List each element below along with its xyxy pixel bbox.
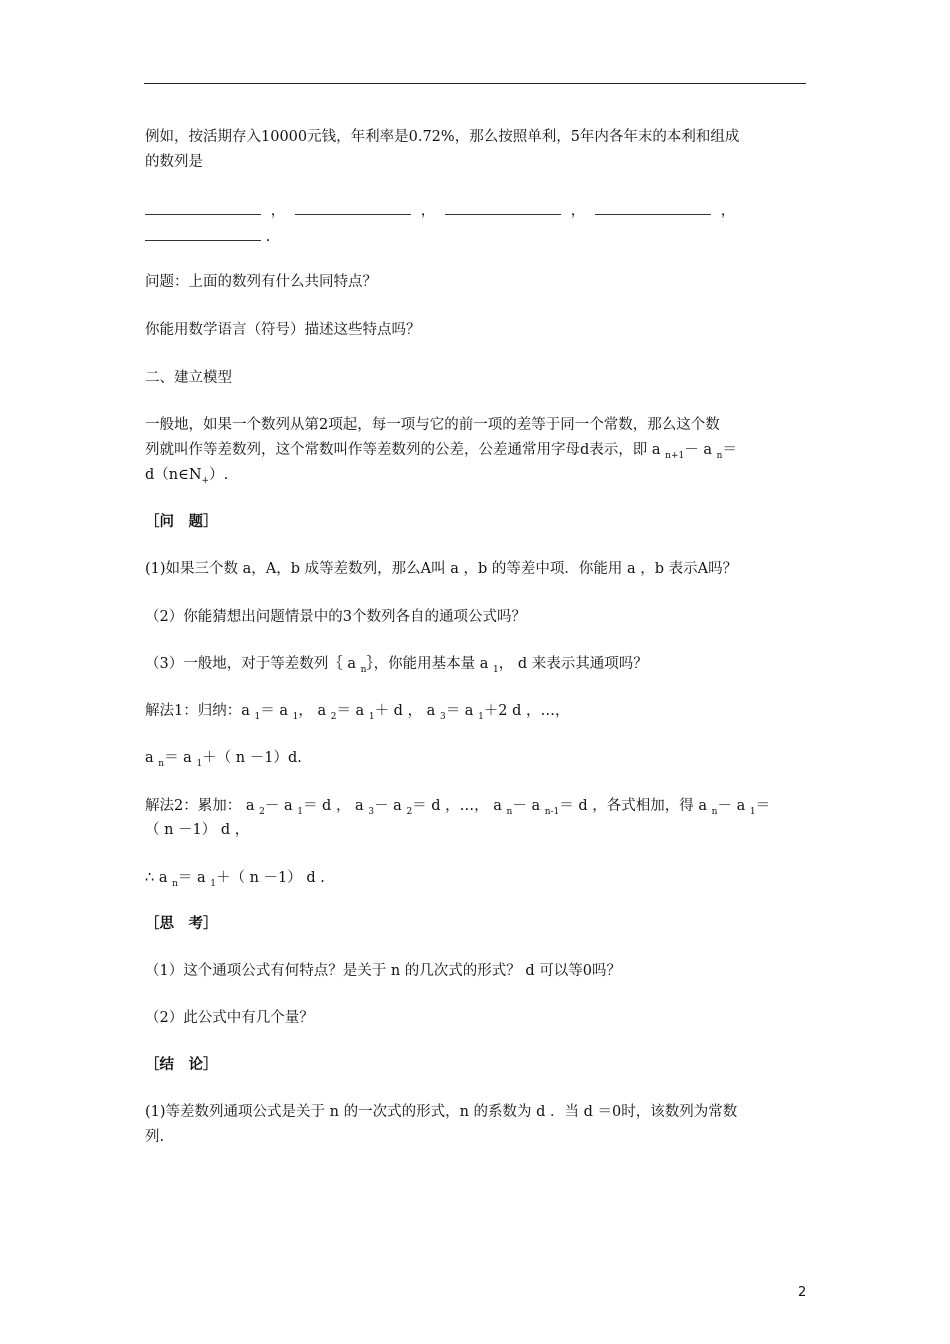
blank-separator: ， — [270, 203, 286, 219]
think-1: （1）这个通项公式有何特点？是关于 n 的几次式的形式？ d 可以等0吗？ — [145, 963, 622, 979]
header-rule — [144, 83, 806, 84]
method-2-therefore: ∴ a $_n$＝ a $_1$＋（ n －1） d . — [145, 870, 325, 889]
answer-blank-2[interactable] — [295, 200, 411, 215]
question-common-features: 问题：上面的数列有什么共同特点？ — [145, 274, 377, 290]
blank-separator: ， — [570, 203, 586, 219]
answer-blank-3[interactable] — [445, 200, 561, 215]
heading-think: ［思 考］ — [145, 915, 218, 932]
heading-problem: ［问 题］ — [145, 513, 218, 530]
blank-end-period: . — [265, 229, 271, 245]
definition-line-2: 列就叫作等差数列，这个常数叫作等差数列的公差，公差通常用字母d表示，即 a $_{n+1}$－ a $_n$＝ — [145, 442, 737, 461]
problem-2: （2）你能猜想出问题情景中的3个数列各自的通项公式吗？ — [145, 609, 526, 625]
method-2-accumulation: 解法2：累加： a $_2$－ a $_1$＝ d ， a $_3$－ a $_2$＝ d ，…， a $_n$－ a $_{n-1}$＝ d ，各式相加，得 a $_n$－ a $_1$＝ — [145, 798, 771, 817]
method-2-line-2: （ n －1） d ， — [145, 822, 250, 838]
conclusion-line-2: 列. — [145, 1129, 165, 1145]
question-symbol-description: 你能用数学语言（符号）描述这些特点吗？ — [145, 322, 421, 338]
section-2-title: 二、建立模型 — [145, 370, 232, 386]
blank-separator: ， — [420, 203, 436, 219]
method-1-induction: 解法1：归纳：a $_1$＝ a $_1$， a $_2$＝ a $_1$＋ d ， a $_3$＝ a $_1$＋2 d ，…， — [145, 703, 570, 722]
answer-blank-1[interactable] — [145, 200, 261, 215]
page-number: 2 — [798, 1285, 807, 1300]
blank-separator: ， — [720, 203, 736, 219]
conclusion-line-1: (1)等差数列通项公式是关于 n 的一次式的形式，n 的系数为 d ．当 d ＝0时，该数列为常数 — [145, 1104, 738, 1120]
intro-line-2: 的数列是 — [145, 154, 203, 170]
answer-blanks — [145, 198, 807, 250]
definition-line-3: $d(n\in N_+)$. — [145, 467, 229, 486]
problem-3: （3）一般地，对于等差数列｛ a $_n$｝，你能用基本量 a $_1$， d 来表示其通项吗？ — [145, 656, 648, 675]
problem-1: (1)如果三个数 a，A，b 成等差数列，那么A叫 a ，b 的等差中项．你能用 a ，b 表示A吗？ — [145, 561, 738, 577]
answer-blank-4[interactable] — [595, 200, 711, 215]
answer-blank-5[interactable] — [145, 226, 261, 241]
heading-conclusion: ［结 论］ — [145, 1056, 218, 1073]
intro-line-1: 例如，按活期存入10000元钱，年利率是0.72%，那么按照单利，5年内各年末的本利和组成 — [145, 129, 740, 145]
definition-line-1: 一般地，如果一个数列从第2项起，每一项与它的前一项的差等于同一个常数，那么这个数 — [145, 417, 720, 433]
think-2: （2）此公式中有几个量？ — [145, 1010, 314, 1026]
method-1-result: a $_n$＝ a $_1$＋（ n －1）d. — [145, 750, 302, 769]
